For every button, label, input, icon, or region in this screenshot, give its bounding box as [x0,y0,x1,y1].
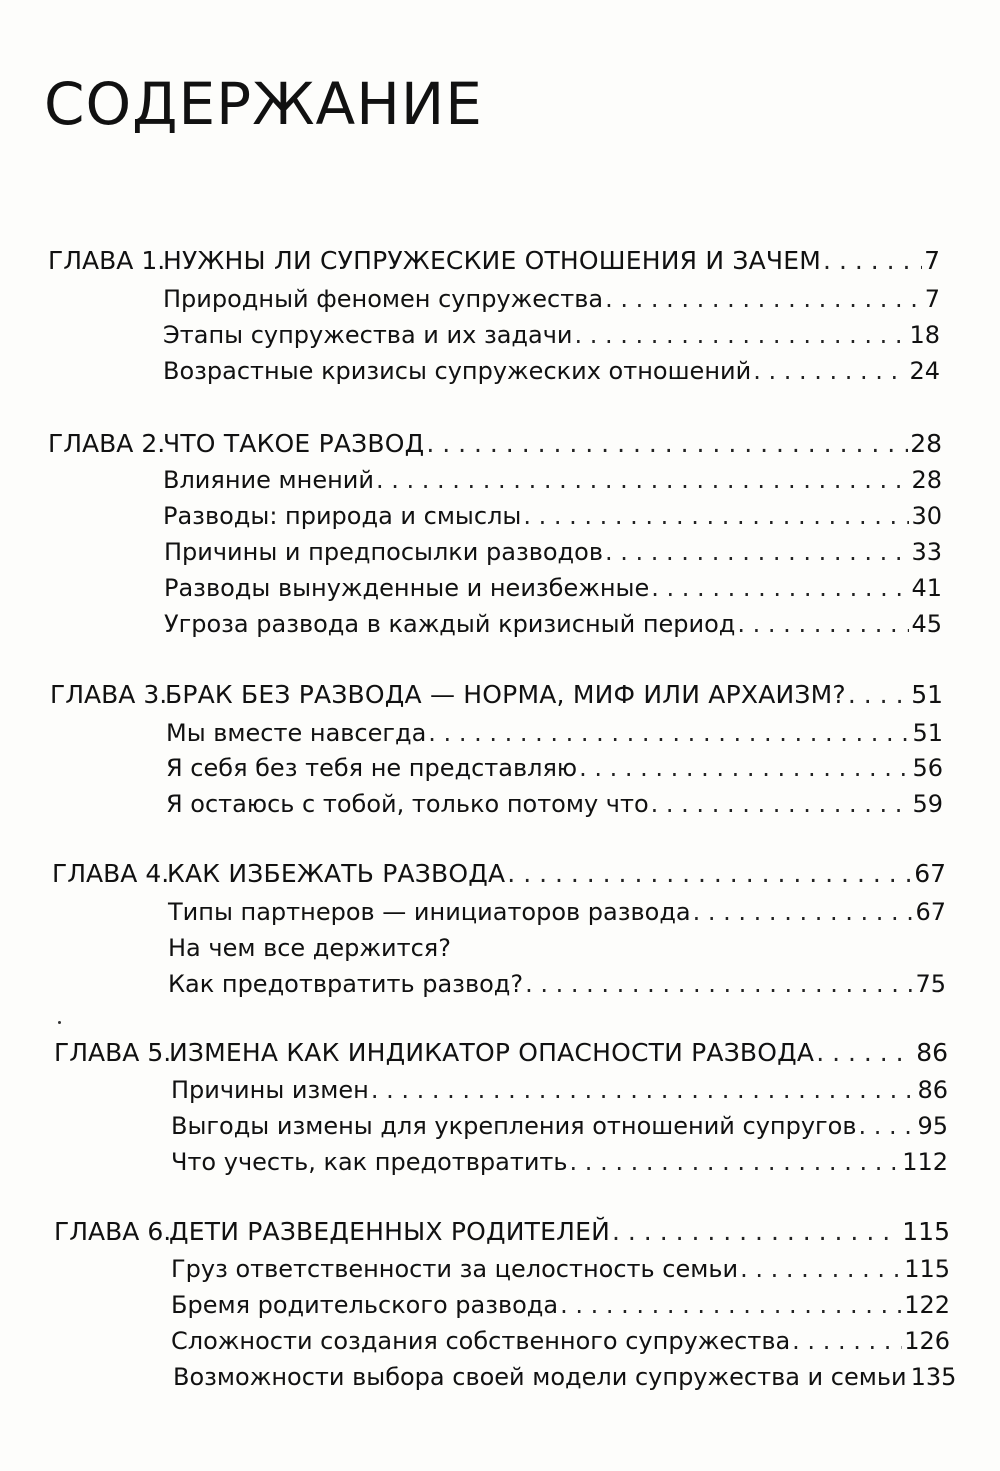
page-number: 56 [912,754,943,782]
page-number: 41 [911,574,942,602]
page-number: 28 [910,429,942,458]
leader-dots [612,1215,900,1249]
section-title: Сложности создания собственного супружества [171,1327,791,1355]
leader-dots [428,716,910,750]
leader-dots [426,427,908,461]
chapter-title: ЧТО ТАКОЕ РАЗВОД [163,429,425,458]
section-title: Что учесть, как предотвратить [171,1148,568,1176]
section-row [171,1109,948,1143]
section-row [168,967,946,1001]
page-number: 115 [904,1255,950,1283]
leader-dots [523,499,909,533]
page-number: 122 [904,1291,950,1319]
chapter-1-row [48,244,940,278]
page-number: 67 [914,859,946,888]
section-title: Разводы вынужденные и неизбежные [164,574,650,602]
page-number: 135 [910,1363,957,1391]
chapter-label: ГЛАВА 4. [52,859,170,888]
chapter-label: ГЛАВА 5. [54,1038,172,1067]
chapter-3-row [50,678,943,712]
section-row [164,535,942,569]
section-title: Угроза развода в каждый кризисный период [164,610,736,638]
section-row [168,931,946,965]
page-number: 18 [909,321,940,349]
leader-dots [753,354,907,388]
leader-dots [737,607,909,641]
section-title: Я остаюсь с тобой, только потому что [166,790,649,818]
chapter-title: ДЕТИ РАЗВЕДЕННЫХ РОДИТЕЛЕЙ [169,1217,611,1246]
leader-dots [560,1288,902,1322]
page-number: 67 [915,898,946,926]
chapter-title: КАК ИЗБЕЖАТЬ РАЗВОДА [167,859,506,888]
leader-dots [651,787,911,821]
section-title: Влияние мнений [163,466,374,494]
section-title: Возрастные кризисы супружеских отношений [163,357,752,385]
page-number: 126 [904,1327,950,1355]
section-title: Причины и предпосылки разводов [164,538,603,566]
leader-dots [740,1252,902,1286]
leader-dots [605,282,923,316]
chapter-6-row [54,1215,950,1249]
section-title: Как предотвратить развод? [168,970,524,998]
chapter-title: НУЖНЫ ЛИ СУПРУЖЕСКИЕ ОТНОШЕНИЯ И ЗАЧЕМ [163,246,822,275]
section-row [164,571,942,605]
page-number: 30 [911,502,942,530]
page-title: СОДЕРЖАНИЕ [44,70,483,138]
page-number: 86 [917,1076,948,1104]
section-row [163,282,940,316]
section-row [166,787,943,821]
chapter-2-row [48,427,942,461]
section-title: Природный феномен супружества [163,285,604,313]
leader-dots [376,463,909,497]
chapter-label: ГЛАВА 2. [48,429,166,458]
section-title: На чем все держится? [168,934,451,962]
leader-dots [848,678,909,712]
section-title: Я себя без тебя не представляю [166,754,578,782]
page-number: 33 [911,538,942,566]
section-title: Мы вместе навсегда [166,719,427,747]
page-number: 115 [902,1217,950,1246]
page-number: 45 [911,610,942,638]
section-row [163,499,942,533]
page-number: 59 [912,790,943,818]
page-number: 75 [915,970,946,998]
leader-dots [651,571,909,605]
page-number: 7 [924,285,940,313]
section-row [168,895,946,929]
page-number: 86 [916,1038,948,1067]
section-title: Возможности выбора своей модели супружества и семьи [173,1363,907,1391]
chapter-label: ГЛАВА 6. [54,1217,172,1246]
section-row [171,1252,950,1286]
leader-dots [693,895,914,929]
section-row [163,463,942,497]
chapter-title: БРАК БЕЗ РАЗВОДА — НОРМА, МИФ ИЛИ АРХАИЗМ? [165,680,846,709]
section-title: Причины измен [171,1076,369,1104]
section-row [163,318,940,352]
page-number: 24 [909,357,940,385]
chapter-5-row [54,1036,948,1070]
section-title: Бремя родительского развода [171,1291,559,1319]
section-row [171,1288,950,1322]
section-row [166,751,943,785]
section-row [166,716,943,750]
chapter-label: ГЛАВА 1. [48,246,166,275]
page-number: 51 [911,680,943,709]
leader-dots [575,318,908,352]
leader-dots [507,857,912,891]
section-row [173,1360,957,1394]
chapter-4-row [52,857,946,891]
leader-dots [371,1073,916,1107]
leader-dots [570,1145,901,1179]
section-row [164,607,942,641]
leader-dots [823,244,922,278]
section-row [163,354,940,388]
page-number: 7 [924,246,940,275]
section-title: Груз ответственности за целостность семьи [171,1255,739,1283]
leader-dots [605,535,909,569]
leader-dots [858,1109,915,1143]
section-row [171,1145,948,1179]
chapter-title: ИЗМЕНА КАК ИНДИКАТОР ОПАСНОСТИ РАЗВОДА [169,1038,815,1067]
page-number: 112 [902,1148,948,1176]
leader-dots [579,751,910,785]
page-number: 28 [911,466,942,494]
section-title: Типы партнеров — инициаторов развода [168,898,691,926]
section-title: Разводы: природа и смыслы [163,502,522,530]
leader-dots [525,967,913,1001]
leader-dots [792,1324,902,1358]
page-number: 51 [912,719,943,747]
print-speck [58,1021,61,1024]
section-title: Выгоды измены для укрепления отношений супругов [171,1112,857,1140]
section-row [171,1324,950,1358]
chapter-label: ГЛАВА 3. [50,680,168,709]
section-row [171,1073,948,1107]
section-title: Этапы супружества и их задачи [163,321,573,349]
page-number: 95 [917,1112,948,1140]
leader-dots [816,1036,914,1070]
